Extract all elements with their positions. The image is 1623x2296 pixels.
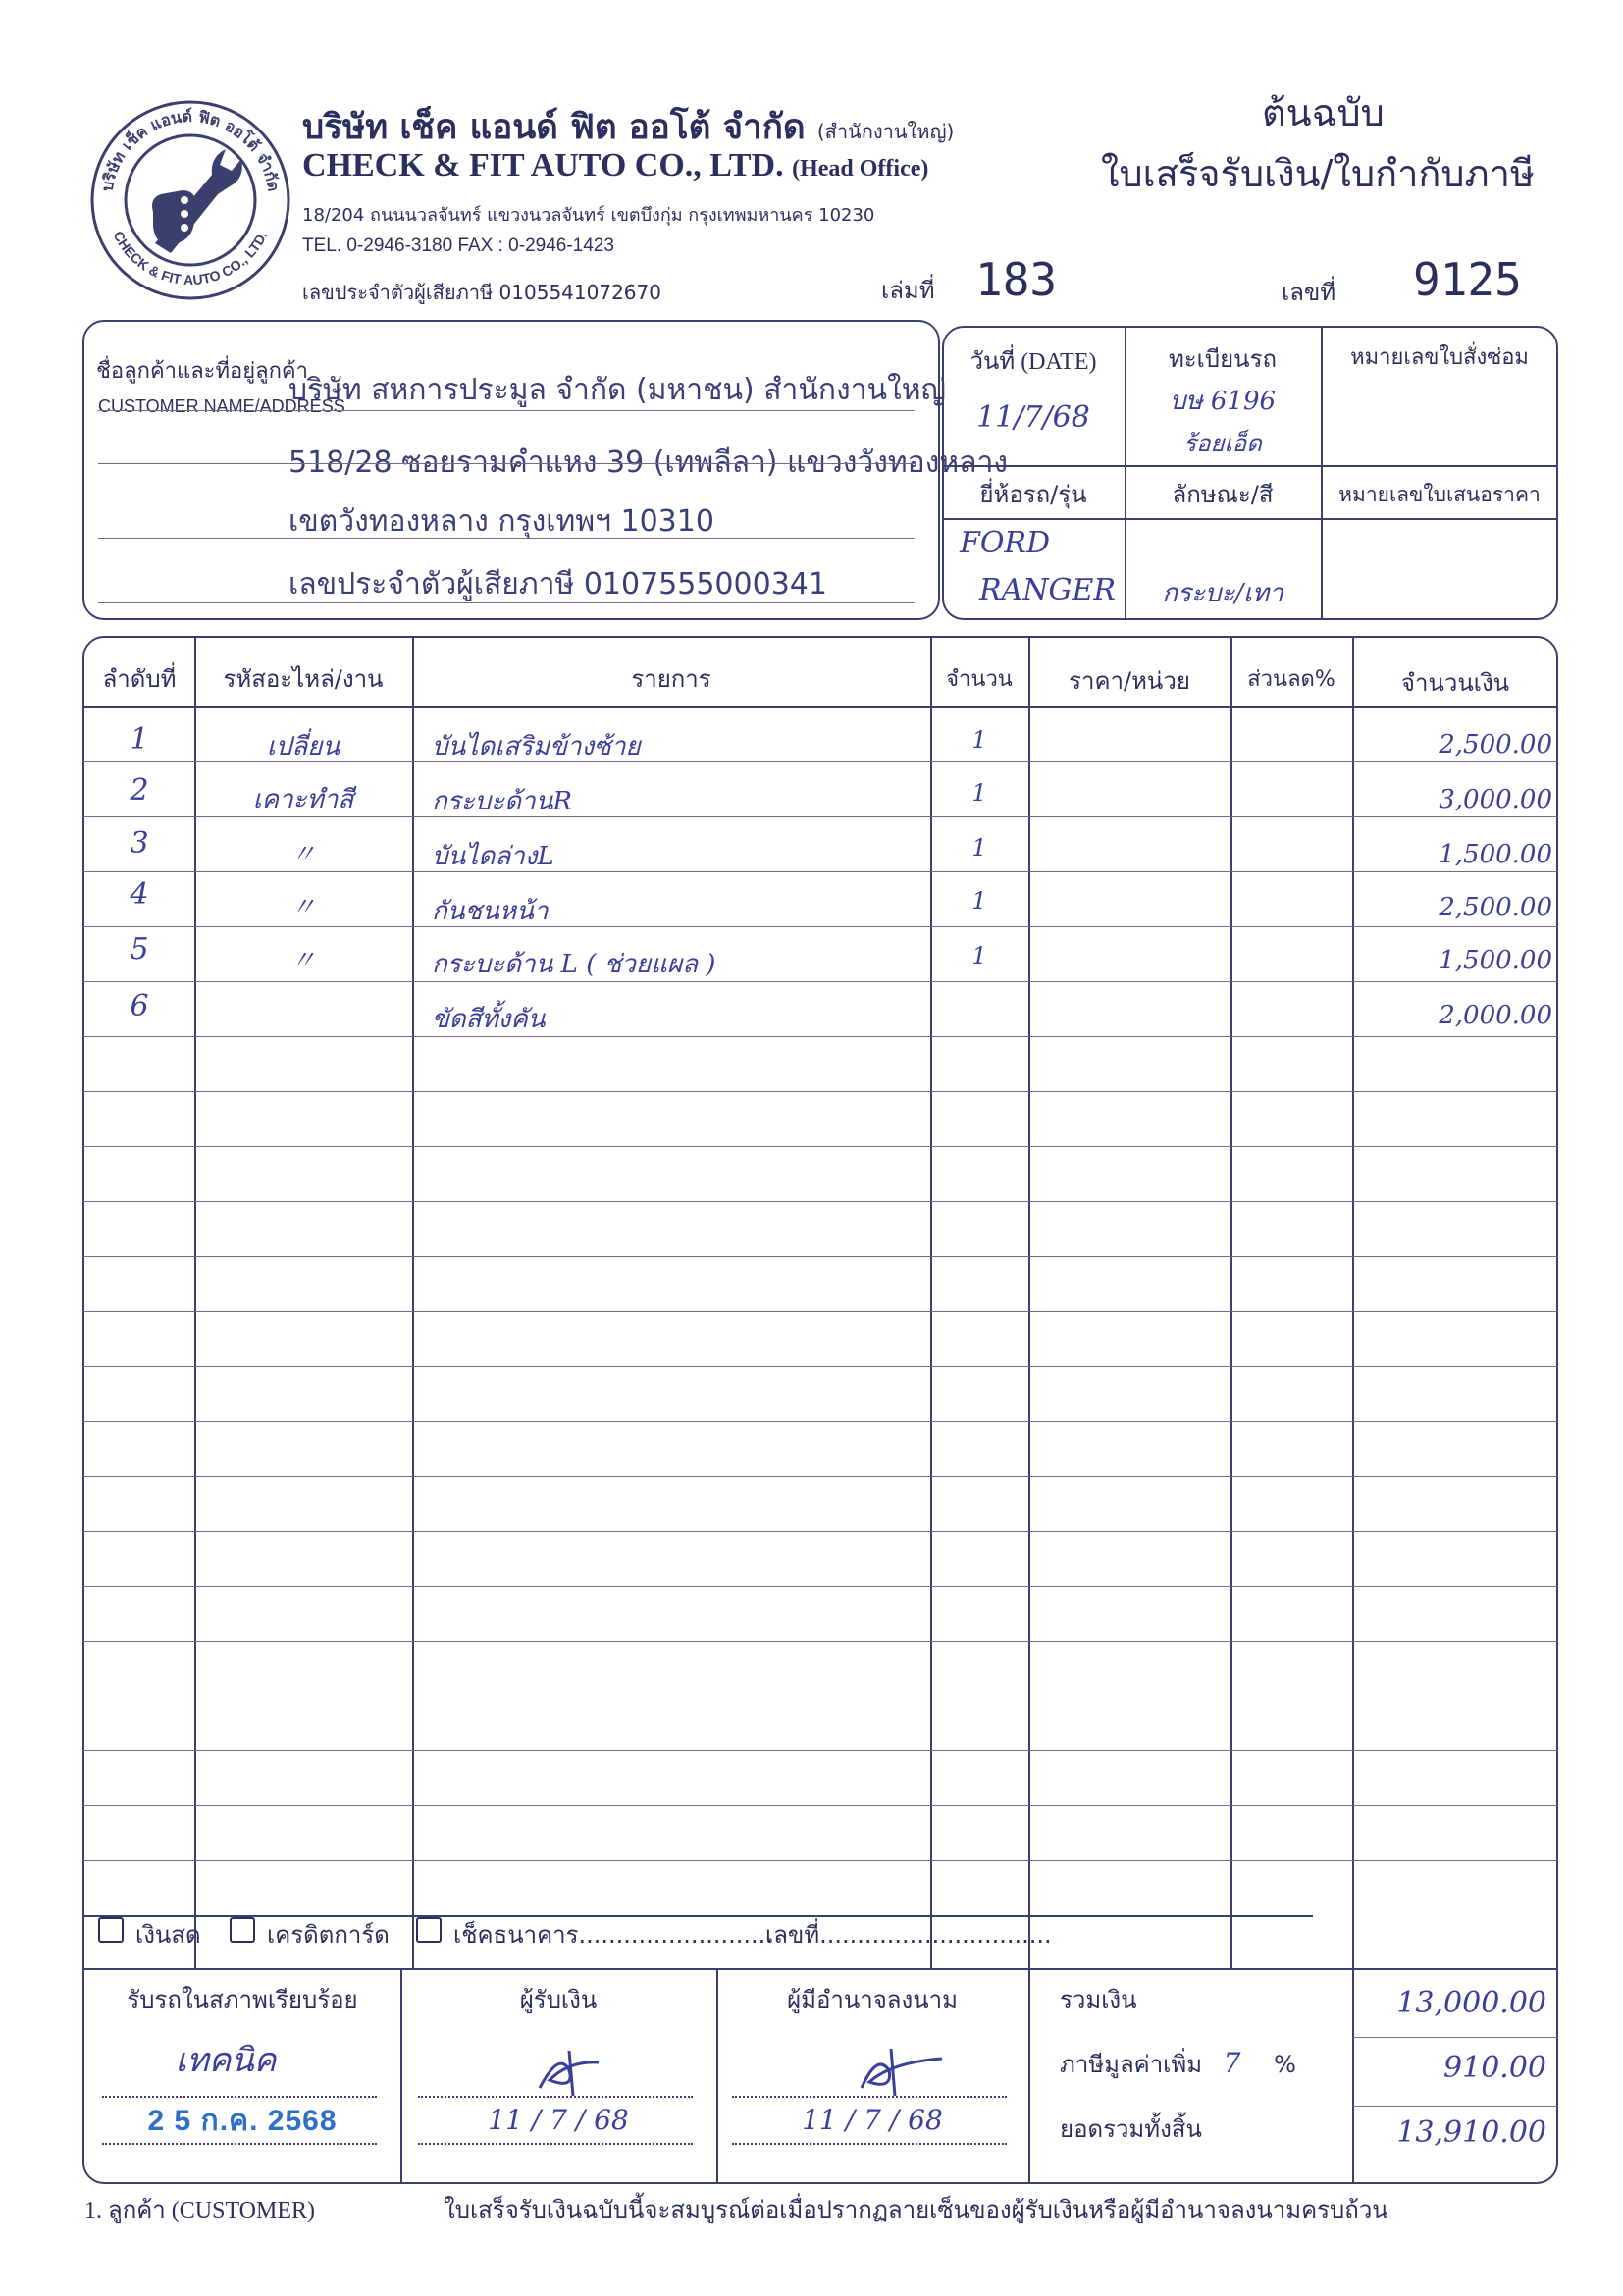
cash-label: เงินสด	[135, 1921, 201, 1949]
table-rule	[82, 1641, 1558, 1642]
row-1-description: บันไดเสริมข้างซ้าย	[432, 732, 641, 761]
book-number: 183	[975, 253, 1058, 306]
row-5-code: 〃	[289, 946, 316, 975]
brand-label: ยี่ห้อรถ/รุ่น	[979, 481, 1087, 508]
row-5-amount: 1,500.00	[1439, 946, 1552, 975]
table-rule	[82, 1036, 1558, 1037]
row-5-qty: 1	[971, 942, 987, 969]
footer-note: ใบเสร็จรับเงินฉบับนี้จะสมบูรณ์ต่อเมื่อปรากฏลายเซ็นของผู้รับเงินหรือผู้มีอำนาจลงนามครบถ้วน	[444, 2196, 1388, 2223]
received-label: รับรถในสภาพเรียบร้อย	[127, 1986, 358, 2013]
credit-card-checkbox[interactable]	[230, 1917, 255, 1943]
row-4-qty: 1	[971, 887, 987, 914]
table-rule	[82, 1421, 1558, 1422]
vat-label-text: ภาษีมูลค่าเพิ่ม	[1060, 2051, 1203, 2078]
number-label: เลขที่	[1282, 279, 1336, 306]
cash-checkbox[interactable]	[98, 1917, 124, 1943]
row-3-qty: 1	[971, 834, 987, 861]
subtotal-value: 13,000.00	[1396, 1986, 1546, 2020]
table-rule	[82, 1476, 1558, 1477]
row-2-amount: 3,000.00	[1439, 785, 1552, 814]
row-2-description: กระบะด้านR	[432, 787, 572, 816]
brand-value: FORD	[960, 526, 1051, 560]
row-3-code: 〃	[289, 840, 316, 869]
copy-label: ต้นฉบับ	[1262, 91, 1385, 134]
col-header-qty: จำนวน	[946, 667, 1013, 692]
subtotal-label: รวมเงิน	[1060, 1986, 1137, 2013]
row-1-amount: 2,500.00	[1439, 730, 1552, 759]
table-rule	[82, 871, 1558, 872]
credit-card-label: เครดิตการ์ด	[267, 1921, 390, 1949]
col-header-unit-price: ราคา/หน่วย	[1069, 667, 1190, 695]
row-5-description: กระบะด้าน L ( ช่วยแผล )	[432, 950, 716, 979]
row-4-amount: 2,500.00	[1439, 893, 1552, 922]
row-6-no: 6	[130, 989, 149, 1023]
authorized-label: ผู้มีอำนาจลงนาม	[787, 1986, 958, 2013]
logo-ring-english: CHECK & FIT AUTO CO., LTD.	[110, 228, 271, 288]
date-label: วันที่ (DATE)	[969, 349, 1097, 375]
table-rule	[82, 1860, 1558, 1861]
plate-value: บษ 6196	[1169, 387, 1277, 416]
date-value: 11/7/68	[976, 400, 1090, 435]
col-header-discount: ส่วนลด%	[1247, 667, 1335, 692]
row-4-description: กันชนหน้า	[432, 897, 549, 926]
receiver-signature	[530, 2041, 608, 2100]
received-date-stamp: 2 5 ก.ค. 2568	[147, 2105, 338, 2137]
grand-total-label: ยอดรวมทั้งสิ้น	[1060, 2115, 1202, 2143]
book-label: เล่มที่	[881, 277, 935, 304]
vat-percent-sign: %	[1274, 2051, 1296, 2078]
vat-label	[1060, 2045, 1296, 2083]
table-rule	[82, 926, 1558, 927]
received-signature: เทคนิค	[175, 2041, 277, 2080]
vat-value: 910.00	[1443, 2051, 1546, 2085]
customer-tax-id: เลขประจำตัวผู้เสียภาษี 0107555000341	[288, 567, 827, 601]
col-header-no: ลำดับที่	[102, 665, 177, 693]
grand-total-value: 13,910.00	[1396, 2115, 1546, 2150]
customer-line-2: 518/28 ซอยรามคำแหง 39 (เทพลีลา) แขวงวังทองหลาง	[288, 445, 1008, 480]
row-3-description: บันไดล่างL	[432, 842, 554, 871]
receiver-label: ผู้รับเงิน	[519, 1986, 598, 2013]
company-name-thai	[302, 100, 954, 154]
row-3-no: 3	[130, 826, 149, 861]
table-rule	[82, 1750, 1558, 1751]
plate-province: ร้อยเอ็ด	[1183, 430, 1262, 457]
table-rule	[82, 1586, 1558, 1587]
customer-line-3: เขตวังทองหลาง กรุงเทพฯ 10310	[288, 504, 714, 539]
table-rule	[82, 1366, 1558, 1367]
logo-ring-thai: บริษัท เช็ค แอนด์ ฟิต ออโต้ จำกัด	[97, 106, 284, 193]
document-number: 9125	[1413, 253, 1522, 306]
row-2-qty: 1	[971, 779, 987, 807]
table-rule	[82, 981, 1558, 982]
company-name-english	[302, 147, 928, 184]
company-branch-english: (Head Office)	[792, 156, 929, 182]
receiver-date: 11 / 7 / 68	[488, 2104, 629, 2136]
company-name-thai-text: บริษัท เช็ค แอนด์ ฟิต ออโต้ จำกัด	[302, 108, 806, 147]
row-1-qty: 1	[971, 726, 987, 754]
customer-label-thai: ชื่อลูกค้าและที่อยู่ลูกค้า	[96, 359, 308, 384]
authorized-signature	[844, 2041, 952, 2100]
row-4-no: 4	[130, 877, 149, 912]
col-header-description: รายการ	[631, 665, 711, 693]
cheque-number-label: เลขที่...............................	[765, 1921, 1052, 1949]
table-rule	[82, 1146, 1558, 1147]
company-contact: TEL. 0-2946-3180 FAX : 0-2946-1423	[302, 235, 614, 256]
col-header-amount: จำนวนเงิน	[1400, 669, 1510, 697]
row-5-no: 5	[130, 932, 149, 966]
company-tax-id: เลขประจำตัวผู้เสียภาษี 0105541072670	[302, 281, 661, 304]
customer-line-1: บริษัท สหการประมูล จำกัด (มหาชน) สำนักงานใหญ่	[288, 373, 947, 407]
company-logo	[86, 96, 294, 304]
company-address: 18/204 ถนนนวลจันทร์ แขวงนวลจันทร์ เขตบึงกุ่ม กรุงเทพมหานคร 10230	[302, 205, 875, 226]
quotation-label: หมายเลขใบเสนอราคา	[1338, 483, 1541, 506]
row-4-code: 〃	[289, 893, 316, 922]
customer-label-english: CUSTOMER NAME/ADDRESS	[98, 396, 345, 416]
col-header-code: รหัสอะไหล่/งาน	[223, 665, 384, 693]
table-rule	[82, 1311, 1558, 1312]
model-value: RANGER	[979, 573, 1116, 607]
table-rule	[82, 1201, 1558, 1202]
vat-rate: 7	[1223, 2047, 1241, 2079]
company-branch-thai: (สำนักงานใหญ่)	[816, 120, 955, 143]
row-1-code: เปลี่ยน	[266, 732, 340, 761]
authorized-date: 11 / 7 / 68	[802, 2104, 943, 2136]
style-color-label: ลักษณะ/สี	[1172, 481, 1274, 508]
document-title: ใบเสร็จรับเงิน/ใบกำกับภาษี	[1101, 152, 1535, 195]
table-rule	[82, 1805, 1558, 1806]
cheque-checkbox[interactable]	[416, 1917, 442, 1943]
cheque-label: เช็คธนาคาร..........................	[453, 1921, 773, 1949]
row-1-no: 1	[130, 722, 149, 757]
row-6-amount: 2,000.00	[1439, 1001, 1552, 1030]
row-2-no: 2	[130, 773, 149, 808]
company-name-english-text: CHECK & FIT AUTO CO., LTD.	[302, 147, 784, 183]
table-rule	[82, 1256, 1558, 1257]
row-3-amount: 1,500.00	[1439, 840, 1552, 869]
row-6-description: ขัดสีทั้งคัน	[432, 1005, 546, 1034]
style-color-value: กระบะ/เทา	[1162, 579, 1283, 608]
repair-order-label: หมายเลขใบสั่งซ่อม	[1350, 345, 1529, 370]
table-rule	[82, 1531, 1558, 1532]
table-rule	[82, 1091, 1558, 1092]
footer-copy-label: 1. ลูกค้า (CUSTOMER)	[84, 2198, 316, 2223]
plate-label: ทะเบียนรถ	[1168, 345, 1278, 373]
row-2-code: เคาะทำสี	[252, 785, 354, 814]
